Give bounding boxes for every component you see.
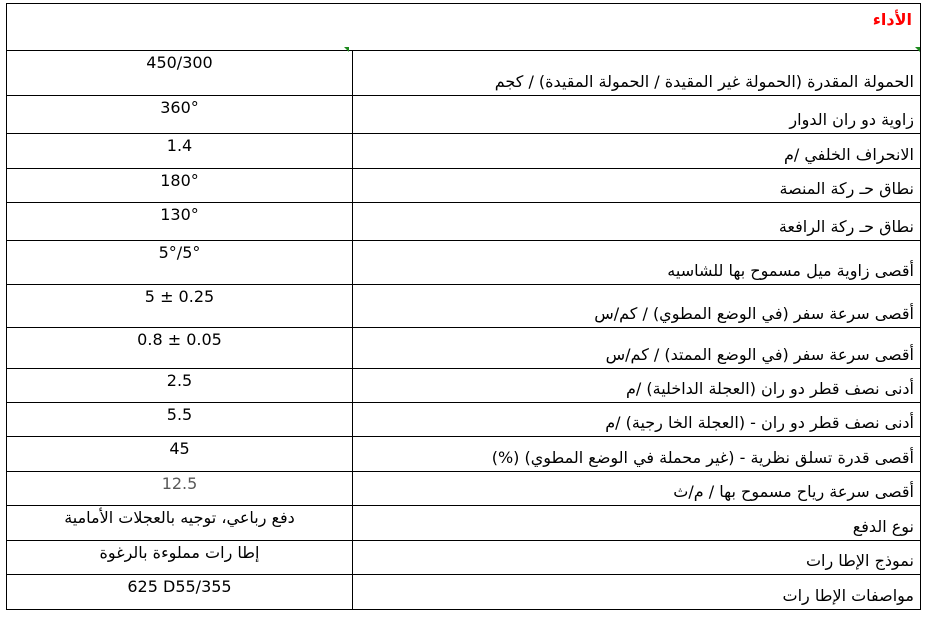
table-row <box>7 96 921 134</box>
spec-label: الحمولة المقدرة (الحمولة غير المقيدة / الحمولة المقيدة) / كجم <box>353 51 921 96</box>
table-row <box>7 51 921 96</box>
spec-value: إطا رات مملوءة بالرغوة <box>7 541 353 575</box>
table-row <box>7 541 921 575</box>
table-row <box>7 472 921 506</box>
table-row <box>7 241 921 285</box>
cell-error-marker <box>344 47 349 52</box>
spec-value: 2.5 <box>7 369 353 403</box>
spec-label: أدنى نصف قطر دو ران - (العجلة الخا رجية) /م <box>353 403 921 437</box>
spec-label: أقصى سرعة سفر (في الوضع المطوي) / كم/س <box>353 285 921 328</box>
spec-label: نوع الدفع <box>353 506 921 541</box>
table-row <box>7 369 921 403</box>
spec-value: 625 D55/355 <box>7 575 353 610</box>
table-row <box>7 506 921 541</box>
spec-value: 180° <box>7 169 353 203</box>
spec-label: نطاق حـ ركة المنصة <box>353 169 921 203</box>
table-row <box>7 169 921 203</box>
spec-value: 450/300 <box>7 51 353 96</box>
table-row <box>7 403 921 437</box>
spec-value: 360° <box>7 96 353 134</box>
spec-label: نطاق حـ ركة الرافعة <box>353 203 921 241</box>
spec-value: 130° <box>7 203 353 241</box>
spec-label: أقصى قدرة تسلق نظرية - (غير محملة في الوضع المطوي) (%) <box>353 437 921 472</box>
spec-label: نموذج الإطا رات <box>353 541 921 575</box>
spec-value: 0.8 ± 0.05 <box>7 328 353 369</box>
spec-label: أقصى سرعة سفر (في الوضع الممتد) / كم/س <box>353 328 921 369</box>
table-row <box>7 203 921 241</box>
table-row <box>7 285 921 328</box>
spec-value: 5°/5° <box>7 241 353 285</box>
spec-value: 5.5 <box>7 403 353 437</box>
spec-value: 1.4 <box>7 134 353 169</box>
spec-value: دفع رباعي، توجيه بالعجلات الأمامية <box>7 506 353 541</box>
spec-value: 5 ± 0.25 <box>7 285 353 328</box>
spec-label: مواصفات الإطا رات <box>353 575 921 610</box>
section-title: الأداء <box>7 4 921 51</box>
table-row <box>7 328 921 369</box>
spec-label: أقصى سرعة رياح مسموح بها / م/ث <box>353 472 921 506</box>
spec-label: أقصى زاوية ميل مسموح بها للشاسيه <box>353 241 921 285</box>
spec-label: الانحراف الخلفي /م <box>353 134 921 169</box>
table-row <box>7 134 921 169</box>
spec-label: زاوية دو ران الدوار <box>353 96 921 134</box>
spec-label: أدنى نصف قطر دو ران (العجلة الداخلية) /م <box>353 369 921 403</box>
title-row <box>7 4 921 51</box>
table-row <box>7 575 921 610</box>
cell-error-marker <box>915 47 920 52</box>
spec-value: 45 <box>7 437 353 472</box>
spec-table <box>6 3 921 610</box>
spec-value: 12.5 <box>7 472 353 506</box>
table-row <box>7 437 921 472</box>
